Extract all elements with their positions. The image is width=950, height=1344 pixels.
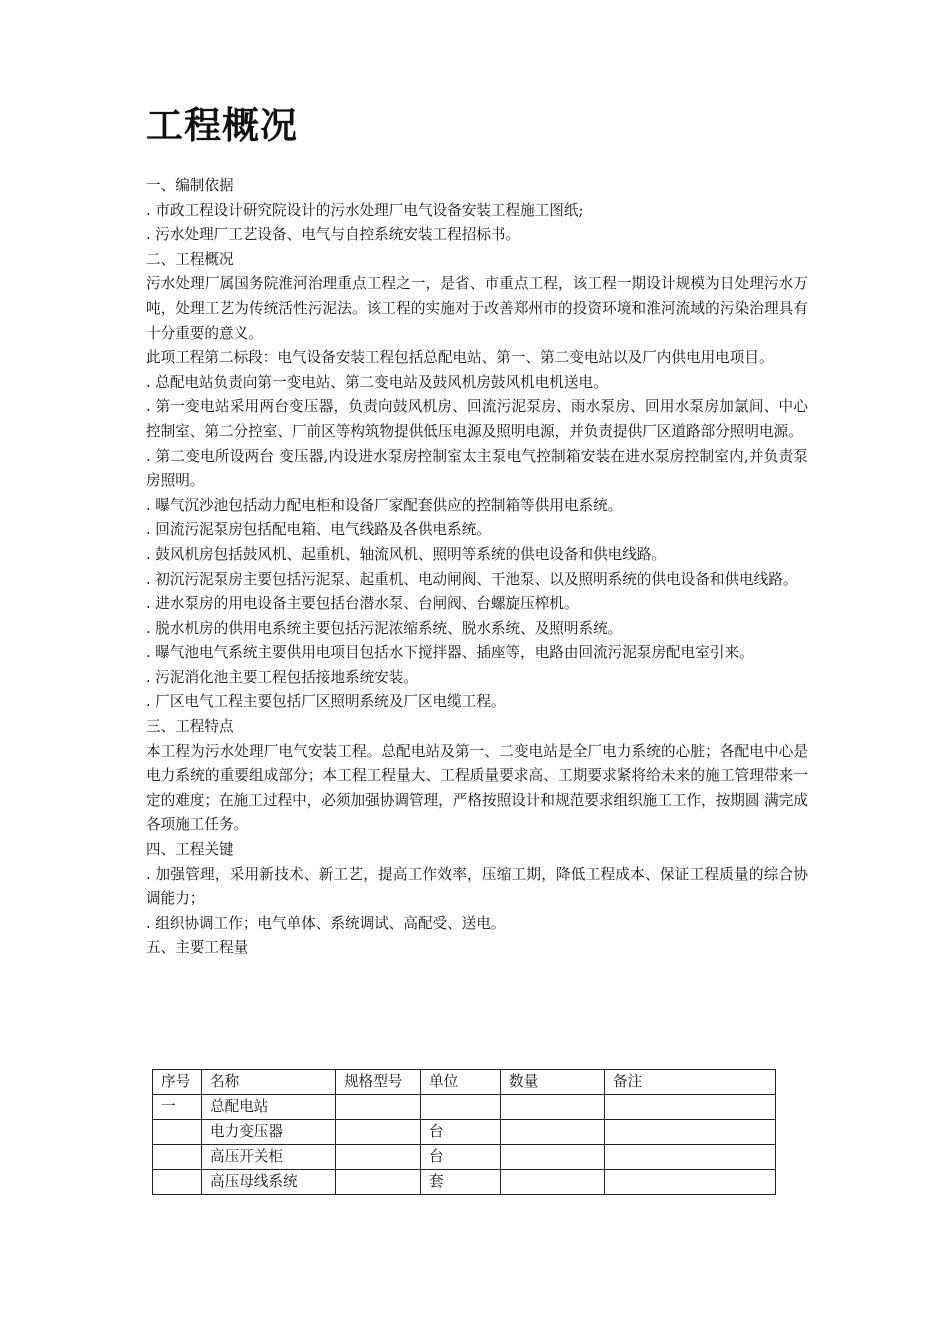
paragraph: . 厂区电气工程主要包括厂区照明系统及厂区电缆工程。 (146, 693, 506, 711)
table-cell (501, 1095, 605, 1120)
table-cell: 高压开关柜 (202, 1145, 336, 1170)
table-cell (153, 1170, 202, 1195)
table-row (153, 1170, 776, 1195)
paragraph: . 曝气沉沙池包括动力配电柜和设备厂家配套供应的控制箱等供用电系统。 (146, 496, 623, 514)
table-cell: 总配电站 (202, 1095, 336, 1120)
paragraph: . 组织协调工作；电气单体、系统调试、高配受、送电。 (146, 914, 506, 932)
section-heading: 一、编制依据 (146, 177, 234, 194)
table-header-cell: 数量 (501, 1070, 605, 1095)
table-cell (153, 1145, 202, 1170)
table-cell: 高压母线系统 (202, 1170, 336, 1195)
document-title: 工程概况 (146, 104, 298, 147)
paragraph: 污水处理厂属国务院淮河治理重点工程之一，是省、市重点工程，该工程一期设计规模为日处理污水万吨，处理工艺为传统活性污泥法。该工程的实施对于改善郑州市的投资环境和淮河流域的污染治理具有十分重要的意义。 (146, 275, 808, 342)
paragraph: . 进水泵房的用电设备主要包括台潜水泵、台闸阀、台螺旋压榨机。 (146, 595, 579, 613)
paragraph: . 鼓风机房包括鼓风机、起重机、轴流风机、照明等系统的供电设备和供电线路。 (146, 545, 667, 563)
paragraph: . 回流污泥泵房包括配电箱、电气线路及各供电系统。 (146, 521, 491, 539)
paragraph: . 第二变电所设两台 变压器,内设进水泵房控制室太主泵电气控制箱安装在进水泵房控制室内,并负责泵房照明。 (146, 447, 808, 490)
table-row (153, 1095, 776, 1120)
table-header-cell: 名称 (202, 1070, 336, 1095)
table-cell (605, 1170, 776, 1195)
table-cell (501, 1120, 605, 1145)
section-heading: 二、工程概况 (146, 250, 234, 268)
section-heading: 四、工程关键 (146, 841, 234, 859)
table-row (153, 1145, 776, 1170)
table-cell: 电力变压器 (202, 1120, 336, 1145)
paragraph: . 第一变电站采用两台变压器，负责向鼓风机房、回流污泥泵房、雨水泵房、回用水泵房加氯间、中心控制室、第二分控室、厂前区等构筑物提供低压电源及照明电源，并负责提供厂区道路部分照明电源。 (146, 398, 808, 440)
table-cell: 一 (153, 1095, 202, 1120)
table-cell: 台 (421, 1145, 501, 1170)
table-cell (605, 1120, 776, 1145)
table-cell (336, 1120, 421, 1145)
table-cell (336, 1145, 421, 1170)
paragraph: 此项工程第二标段：电气设备安装工程包括总配电站、第一、第二变电站以及厂内供电用电项目。 (146, 349, 774, 367)
table-row (153, 1120, 776, 1145)
paragraph: . 污泥消化池主要工程包括接地系统安装。 (146, 668, 418, 686)
section-heading: 五、主要工程量 (146, 939, 249, 957)
paragraph: . 初沉污泥泵房主要包括污泥泵、起重机、电动闸阀、干池泵、以及照明系统的供电设备和供电线路。 (146, 570, 798, 588)
paragraph: . 加强管理，采用新技术、新工艺，提高工作效率，压缩工期，降低工程成本、保证工程质量的综合协调能力； (146, 865, 808, 908)
table-cell (153, 1120, 202, 1145)
table-cell (421, 1095, 501, 1120)
table-header-cell: 规格型号 (336, 1070, 421, 1095)
section-heading: 三、工程特点 (146, 718, 234, 736)
table-cell (605, 1095, 776, 1120)
table-header-cell: 序号 (153, 1070, 202, 1095)
paragraph: . 市政工程设计研究院设计的污水处理厂电气设备安装工程施工图纸; (146, 201, 584, 219)
paragraph: . 脱水机房的供用电系统主要包括污泥浓缩系统、脱水系统、及照明系统。 (146, 619, 623, 637)
table-header-cell: 单位 (421, 1070, 501, 1095)
quantities-table (152, 1069, 776, 1195)
paragraph: . 总配电站负责向第一变电站、第二变电站及鼓风机房鼓风机电机送电。 (146, 373, 608, 391)
paragraph: 本工程为污水处理厂电气安装工程。总配电站及第一、二变电站是全厂电力系统的心脏；各配电中心是电力系统的重要组成部分；本工程工程量大、工程质量要求高、工期要求紧将给未来的施工管理带来一定的难度；在施工过程中，必须加强协调管理，严格按照设计和规范要求组织施工工作，按期圆 满完成各项施工任务。 (146, 742, 808, 834)
table-cell (501, 1170, 605, 1195)
table-cell: 台 (421, 1120, 501, 1145)
document-body (146, 174, 808, 961)
paragraph: . 曝气池电气系统主要供用电项目包括水下搅拌器、插座等，电路由回流污泥泵房配电室引来。 (146, 644, 754, 662)
table-cell (501, 1145, 605, 1170)
table-cell (336, 1095, 421, 1120)
table-header-row (153, 1070, 776, 1095)
table-cell: 套 (421, 1170, 501, 1195)
table-cell (605, 1145, 776, 1170)
table-cell (336, 1170, 421, 1195)
paragraph: . 污水处理厂工艺设备、电气与自控系统安装工程招标书。 (146, 226, 521, 244)
table-header-cell: 备注 (605, 1070, 776, 1095)
